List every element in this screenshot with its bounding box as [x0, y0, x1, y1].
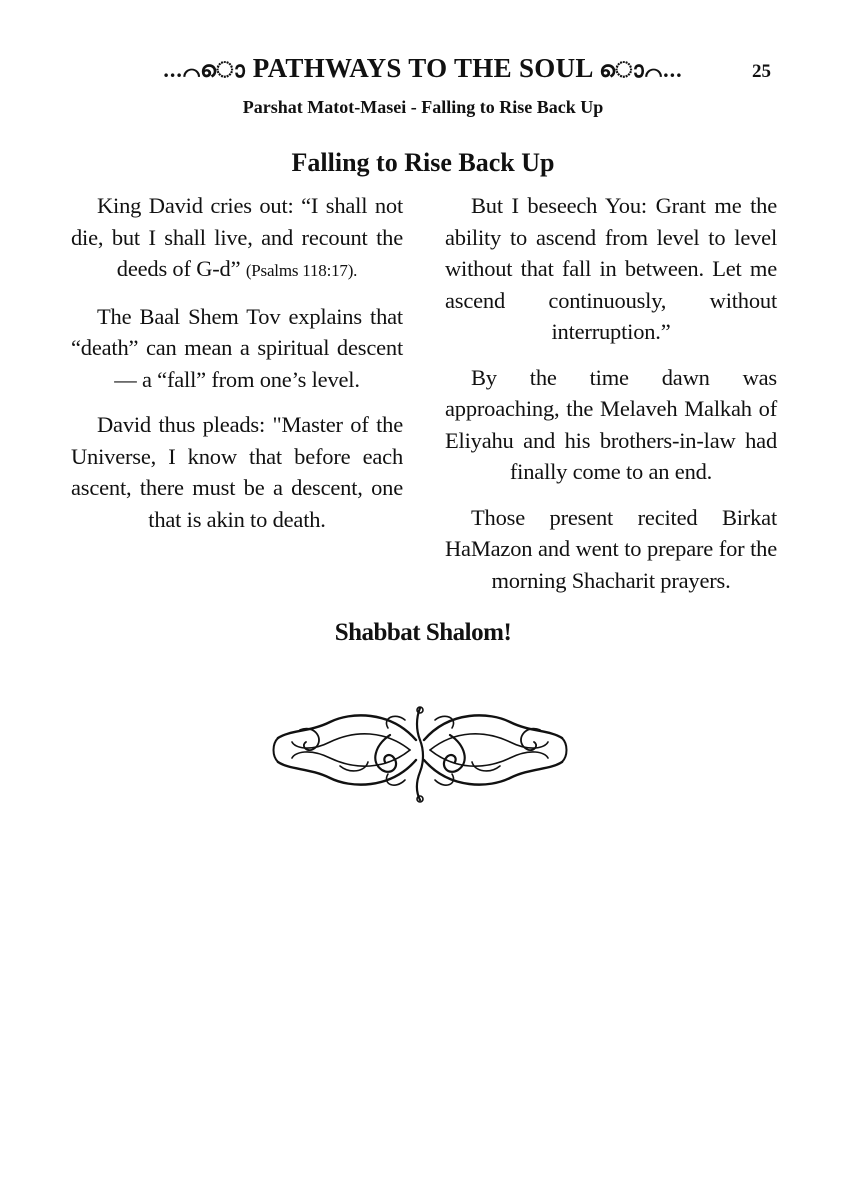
article-title: Falling to Rise Back Up	[291, 148, 555, 177]
running-header	[0, 50, 846, 90]
filigree-ornament-icon	[270, 700, 570, 805]
left-column	[71, 190, 403, 549]
scroll-flourish-icon: ൊ⌒...	[599, 57, 683, 82]
page-number: 25	[752, 61, 771, 82]
citation: (Psalms 118:17).	[245, 261, 358, 280]
paragraph: King David cries out: “I shall not die, but I shall live, and recount the deeds of G-d” (Psalms 118:17).	[71, 193, 403, 281]
paragraph: By the time dawn was approaching, the Melaveh Malkah of Eliyahu and his brothers-in-law had finally come to an end.	[445, 364, 777, 484]
scroll-flourish-icon: ...⌒ൊ	[163, 57, 246, 82]
parsha-subtitle: Parshat Matot-Masei - Falling to Rise Back Up	[242, 97, 604, 117]
publication-title-text: PATHWAYS TO THE SOUL	[252, 53, 593, 83]
closing-greeting: Shabbat Shalom!	[334, 619, 512, 646]
paragraph: Those present recited Birkat HaMazon and went to prepare for the morning Shacharit prayers.	[445, 504, 777, 593]
publication-title	[130, 50, 716, 88]
paragraph: The Baal Shem Tov explains that “death” can mean a spiritual descent — a “fall” from one’s level.	[71, 303, 403, 392]
paragraph: David thus pleads: "Master of the Universe, I know that before each ascent, there must be a descent, one that is akin to death.	[71, 412, 403, 532]
right-column	[445, 190, 777, 610]
paragraph: But I beseech You: Grant me the ability to ascend from level to level without that fall in between. Let me ascend continuously, without interruption.”	[445, 193, 777, 344]
